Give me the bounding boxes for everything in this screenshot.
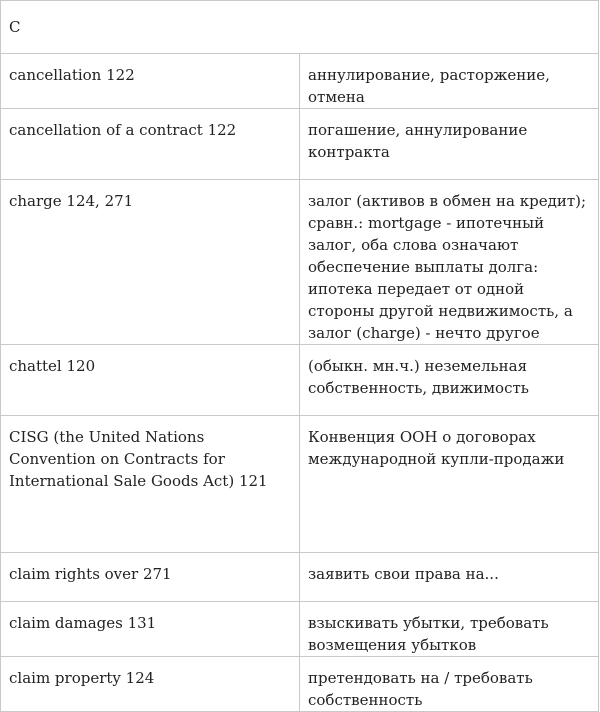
term-text: CISG (the United Nations Convention on Contracts for International Sale Goods Act) 121 — [9, 428, 268, 490]
definition-cell — [300, 109, 599, 180]
definition-cell — [300, 602, 599, 657]
term-cell — [1, 602, 300, 657]
table-row — [1, 602, 599, 657]
table-row — [1, 553, 599, 602]
term-cell — [1, 180, 300, 345]
table-row — [1, 345, 599, 416]
term-cell — [1, 54, 300, 109]
definition-text: залог (активов в обмен на кредит); сравн.: mortgage - ипотечный залог, оба слова означают обеспечение выплаты долга: ипотека передает от одной стороны другой недвижимость, а залог (charge) - нечто другое — [308, 192, 587, 342]
term-text: chattel 120 — [9, 357, 96, 375]
definition-text: взыскивать убытки, требовать возмещения убытков — [308, 614, 549, 654]
table-row — [1, 180, 599, 345]
definition-cell — [300, 657, 599, 712]
term-cell — [1, 416, 300, 553]
table-row — [1, 109, 599, 180]
definition-cell — [300, 180, 599, 345]
term-cell — [1, 109, 300, 180]
term-cell — [1, 345, 300, 416]
definition-cell — [300, 54, 599, 109]
definition-text: заявить свои права на... — [308, 565, 499, 583]
term-cell — [1, 657, 300, 712]
section-header-row — [1, 1, 599, 54]
table-row — [1, 657, 599, 712]
term-text: cancellation of a contract 122 — [9, 121, 237, 139]
section-letter: C — [9, 18, 21, 36]
definition-text: аннулирование, расторжение, отмена — [308, 66, 550, 106]
term-text: charge 124, 271 — [9, 192, 134, 210]
term-text: cancellation 122 — [9, 66, 135, 84]
term-text: claim rights over 271 — [9, 565, 172, 583]
definition-text: (обыкн. мн.ч.) неземельная собственность, движимость — [308, 357, 529, 397]
definition-cell — [300, 416, 599, 553]
definition-text: Конвенция ООН о договорах международной купли-продажи — [308, 428, 565, 468]
section-letter-cell — [1, 1, 599, 54]
definition-cell — [300, 553, 599, 602]
table-row — [1, 54, 599, 109]
term-text: claim property 124 — [9, 669, 155, 687]
definition-text: погашение, аннулирование контракта — [308, 121, 528, 161]
table-row — [1, 416, 599, 553]
definition-text: претендовать на / требовать собственность — [308, 669, 533, 709]
term-text: claim damages 131 — [9, 614, 157, 632]
definition-cell — [300, 345, 599, 416]
term-cell — [1, 553, 300, 602]
